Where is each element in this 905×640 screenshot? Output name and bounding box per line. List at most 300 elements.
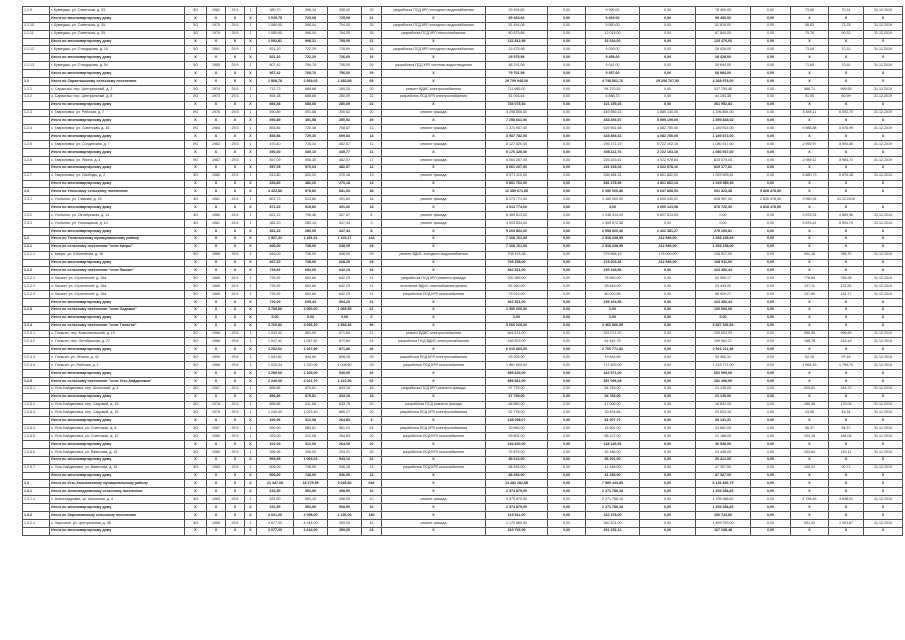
table-cell: 722,29 bbox=[294, 46, 328, 54]
table-cell: 853,86 bbox=[257, 133, 294, 141]
table-cell: X bbox=[829, 164, 864, 172]
table-cell: 0,00 bbox=[751, 369, 791, 377]
table-cell: 7 108 761,00 bbox=[486, 235, 548, 243]
table-cell bbox=[23, 164, 50, 172]
table-cell: 38 131,31 bbox=[696, 417, 751, 425]
table-cell: 16 bbox=[362, 54, 382, 62]
table-cell: X bbox=[791, 480, 829, 488]
table-cell: 549 989,22 bbox=[586, 109, 640, 117]
total-row bbox=[23, 54, 903, 62]
table-cell: 1976 bbox=[207, 109, 226, 117]
table-cell: ЭО bbox=[185, 251, 207, 259]
table-cell: 21 bbox=[362, 291, 382, 299]
table-cell: 47 307,00 bbox=[696, 464, 751, 472]
table-cell: 0,00 bbox=[548, 369, 586, 377]
table-cell: 0,00 bbox=[548, 243, 586, 251]
table-cell: 0,00 bbox=[548, 235, 586, 243]
table-cell: 1 269 158,00 bbox=[696, 243, 751, 251]
table-cell: X bbox=[829, 480, 864, 488]
table-cell: X bbox=[245, 377, 257, 385]
table-cell: 137,85 bbox=[791, 291, 829, 299]
table-cell: X bbox=[791, 306, 829, 314]
table-cell: 0,00 bbox=[640, 14, 696, 22]
table-cell: 380,70 bbox=[257, 7, 294, 15]
table-cell: 73,49 bbox=[791, 46, 829, 54]
table-cell: с. Гавриловка, ул. Рабочая, д. 7 bbox=[50, 109, 185, 117]
table-cell: Итого по многоквартирному дому bbox=[50, 149, 185, 157]
table-cell: ЭО bbox=[185, 519, 207, 527]
table-cell: X bbox=[185, 14, 207, 22]
table-cell: 17 bbox=[362, 156, 382, 164]
table-cell: 45 186,00 bbox=[586, 448, 640, 456]
table-cell: 1.2.3 bbox=[23, 109, 50, 117]
table-cell: 29.5 bbox=[226, 464, 245, 472]
table-row bbox=[23, 125, 903, 133]
table-cell: 0,00 bbox=[548, 433, 586, 441]
table-cell: с. Усть-Кайдановка, ул. Советская, д. 6 bbox=[50, 425, 185, 433]
table-cell: 0,00 bbox=[548, 149, 586, 157]
table-cell: 31.12.2019 bbox=[864, 93, 903, 101]
table-cell: с. Тюльган, пер. Комсомольский, д. 19 bbox=[50, 330, 185, 338]
table-cell: 0,00 bbox=[751, 180, 791, 188]
table-cell: 1.2.7 bbox=[23, 172, 50, 180]
table-cell: 250,52 bbox=[328, 117, 362, 125]
table-cell: 29 bbox=[362, 7, 382, 15]
table-cell: X bbox=[207, 259, 226, 267]
table-cell: X bbox=[207, 38, 226, 46]
table-cell: 0,00 bbox=[751, 85, 791, 93]
table-cell: 1 bbox=[245, 212, 257, 220]
table-cell: 13 662,00 bbox=[696, 425, 751, 433]
table-cell: 708 258,00 bbox=[486, 259, 548, 267]
table-cell: г. Кувандык, ул. Стандарова, д. 15 bbox=[50, 46, 185, 54]
table-cell: 1 bbox=[245, 425, 257, 433]
table-cell: 1 262,62 bbox=[257, 346, 294, 354]
table-cell: 0,00 bbox=[640, 519, 696, 527]
table-cell: 0,00 bbox=[640, 283, 696, 291]
table-cell: 1 246 414,09 bbox=[586, 212, 640, 220]
table-cell: 0,00 bbox=[751, 235, 791, 243]
table-cell: 0,00 bbox=[640, 496, 696, 504]
table-cell: 0,00 bbox=[640, 62, 696, 70]
table-cell: ремонт фасада bbox=[382, 196, 486, 204]
table-cell: 0,00 bbox=[640, 306, 696, 314]
table-cell: 336 484,31 bbox=[586, 172, 640, 180]
table-cell bbox=[23, 393, 50, 401]
table-cell bbox=[23, 417, 50, 425]
table-cell: Итого по многоквартирному дому bbox=[50, 70, 185, 78]
table-cell bbox=[23, 346, 50, 354]
table-cell: X bbox=[791, 38, 829, 46]
table-cell: 552,50 bbox=[294, 488, 328, 496]
table-cell: 2 916 211,48 bbox=[696, 346, 751, 354]
table-cell: 319 793,00 bbox=[486, 527, 548, 535]
table-cell: 0,00 bbox=[640, 409, 696, 417]
table-cell: 94 270,53 bbox=[586, 85, 640, 93]
table-cell: 726,00 bbox=[257, 298, 294, 306]
table-cell: с. Киеры, ул. Юбилейная, д. 16 bbox=[50, 251, 185, 259]
table-cell: с. Тюльган, ул. Рабочая, д. 1 bbox=[50, 362, 185, 370]
total-row bbox=[23, 456, 903, 464]
table-cell: 738,00 bbox=[294, 243, 328, 251]
table-cell: 0,00 bbox=[640, 30, 696, 38]
table-cell: X bbox=[864, 417, 903, 425]
table-cell: 725,92 bbox=[257, 267, 294, 275]
table-cell: 31.12.2019 bbox=[864, 85, 903, 93]
table-cell: ЭО bbox=[185, 109, 207, 117]
table-cell: 31.12.2019 bbox=[864, 425, 903, 433]
table-cell: 1.3.1 bbox=[23, 488, 50, 496]
table-cell: X bbox=[185, 164, 207, 172]
table-cell: 62 bbox=[362, 377, 382, 385]
table-cell: 1.2.4.2 bbox=[23, 338, 50, 346]
table-row bbox=[23, 46, 903, 54]
table-cell: X bbox=[864, 164, 903, 172]
table-cell: 0,00 bbox=[640, 512, 696, 520]
table-cell: X bbox=[226, 504, 245, 512]
table-cell: 1 141,90 bbox=[328, 377, 362, 385]
table-cell: 0,00 bbox=[751, 220, 791, 228]
table-cell: 90,31 bbox=[829, 30, 864, 38]
table-cell: 0,00 bbox=[548, 14, 586, 22]
table-cell: 896,86 bbox=[257, 385, 294, 393]
table-cell: X bbox=[382, 298, 486, 306]
table-cell: 0,00 bbox=[548, 393, 586, 401]
table-cell: 97 739,00 bbox=[486, 385, 548, 393]
table-cell: 712,73 bbox=[257, 85, 294, 93]
table-cell: X bbox=[245, 440, 257, 448]
table-cell: ремонт фасада bbox=[382, 220, 486, 228]
table-cell: 105,22 bbox=[791, 464, 829, 472]
table-cell: 662 955,00 bbox=[696, 369, 751, 377]
table-cell: X bbox=[207, 227, 226, 235]
table-cell: X bbox=[226, 164, 245, 172]
table-cell: 506,09 bbox=[257, 464, 294, 472]
table-cell: 4 268 978,00 bbox=[696, 78, 751, 86]
table-cell: 71,80 bbox=[791, 62, 829, 70]
table-cell: 708 478,38 bbox=[486, 251, 548, 259]
table-cell: 738,00 bbox=[294, 259, 328, 267]
table-cell: X bbox=[245, 227, 257, 235]
table-cell: 2 483,89 bbox=[328, 78, 362, 86]
table-cell: 1.1.13 bbox=[23, 62, 50, 70]
table-cell bbox=[23, 101, 50, 109]
table-cell: 42 bbox=[362, 369, 382, 377]
table-cell: 1 092,81 bbox=[257, 38, 294, 46]
table-cell: 498,50 bbox=[328, 488, 362, 496]
table-cell: 5 876,41 bbox=[791, 220, 829, 228]
table-cell: X bbox=[185, 70, 207, 78]
table-cell: 362 521,00 bbox=[486, 267, 548, 275]
table-cell: ЭО bbox=[185, 433, 207, 441]
table-cell: 0,00 bbox=[751, 141, 791, 149]
table-cell: 4 785,45 bbox=[791, 496, 829, 504]
table-cell: 411,08 bbox=[294, 401, 328, 409]
table-cell: с. Заречное, ул. Центральная, д. 48 bbox=[50, 519, 185, 527]
table-cell: 356,14 bbox=[294, 7, 328, 15]
table-cell: 0,00 bbox=[548, 464, 586, 472]
table-cell: 21 bbox=[362, 14, 382, 22]
table-cell: X bbox=[226, 78, 245, 86]
table-cell: X bbox=[829, 298, 864, 306]
table-cell: X bbox=[245, 346, 257, 354]
section-total-row bbox=[23, 322, 903, 330]
table-cell: 10 bbox=[362, 504, 382, 512]
table-cell: X bbox=[382, 512, 486, 520]
table-cell: X bbox=[245, 393, 257, 401]
table-cell: 30 874,84 bbox=[586, 409, 640, 417]
table-cell: 323,00 bbox=[257, 433, 294, 441]
table-cell: 0,00 bbox=[548, 30, 586, 38]
table-cell bbox=[23, 298, 50, 306]
table-cell: X bbox=[207, 480, 226, 488]
table-cell: 28 428,00 bbox=[696, 46, 751, 54]
table-cell: разработка ПСД КРЛ электроснабжения bbox=[382, 425, 486, 433]
table-cell: 280,19 bbox=[294, 220, 328, 228]
table-cell: 131,77 bbox=[829, 291, 864, 299]
table-cell: 546,00 bbox=[328, 472, 362, 480]
table-cell: 339,10 bbox=[294, 149, 328, 157]
table-cell: 1 067,80 bbox=[294, 346, 328, 354]
table-cell: 4 082 780,00 bbox=[640, 125, 696, 133]
table-cell: 280,09 bbox=[328, 101, 362, 109]
table-cell: Итого по многоквартирному дому bbox=[50, 204, 185, 212]
table-cell: 0,00 bbox=[548, 78, 586, 86]
table-cell: ЭО bbox=[185, 338, 207, 346]
table-cell: 0,00 bbox=[328, 314, 362, 322]
table-cell: 1.2.6 bbox=[23, 156, 50, 164]
table-cell: 1 bbox=[245, 109, 257, 117]
table-cell: 20 bbox=[362, 440, 382, 448]
table-cell: X bbox=[226, 101, 245, 109]
table-cell: 756,00 bbox=[328, 62, 362, 70]
table-cell: 1961 bbox=[207, 46, 226, 54]
table-cell: 29.5 bbox=[226, 156, 245, 164]
table-cell: 3 066,20 bbox=[294, 322, 328, 330]
table-cell: 2 422 381,27 bbox=[640, 227, 696, 235]
table-cell: 0,00 bbox=[751, 251, 791, 259]
table-cell: 506,00 bbox=[257, 472, 294, 480]
table-cell: 570,03 bbox=[294, 164, 328, 172]
table-cell: 1.1.10 bbox=[23, 22, 50, 30]
table-cell: X bbox=[864, 188, 903, 196]
table-cell: 41 186,00 bbox=[586, 472, 640, 480]
table-cell: 1.3.2.1 bbox=[23, 519, 50, 527]
table-cell: 1.2.5.2 bbox=[23, 401, 50, 409]
table-cell: X bbox=[864, 472, 903, 480]
table-cell: Итого по Александровскому сельскому поселению bbox=[50, 488, 185, 496]
table-cell: X bbox=[864, 204, 903, 212]
table-cell: ЭО bbox=[185, 275, 207, 283]
table-cell: X bbox=[829, 117, 864, 125]
table-cell: 725,92 bbox=[257, 291, 294, 299]
table-cell: 163 352,44 bbox=[696, 298, 751, 306]
table-cell: 154 620,00 bbox=[486, 440, 548, 448]
table-cell: 561,01 bbox=[328, 425, 362, 433]
table-cell: 270,18 bbox=[328, 180, 362, 188]
table-cell: 132 812,98 bbox=[486, 38, 548, 46]
table-cell: 14 bbox=[362, 133, 382, 141]
table-cell: 28 bbox=[362, 362, 382, 370]
table-cell: 1 459 072,36 bbox=[586, 220, 640, 228]
table-cell: 688,86 bbox=[294, 85, 328, 93]
table-cell: 1.1.11 bbox=[23, 30, 50, 38]
table-cell: Итого по многоквартирному дому bbox=[50, 101, 185, 109]
table-cell: 1 023,40 bbox=[294, 409, 328, 417]
total-row bbox=[23, 527, 903, 535]
table-cell: 0,00 bbox=[548, 283, 586, 291]
table-cell: 1962 bbox=[207, 7, 226, 15]
table-cell: 23 433,00 bbox=[696, 283, 751, 291]
table-cell: 0,00 bbox=[548, 54, 586, 62]
table-cell: 0,00 bbox=[257, 314, 294, 322]
table-cell: 1.2.3 bbox=[23, 306, 50, 314]
table-cell: 1 250,00 bbox=[257, 369, 294, 377]
table-cell: 8 bbox=[362, 227, 382, 235]
table-cell: 181 498,90 bbox=[696, 377, 751, 385]
total-row bbox=[23, 393, 903, 401]
table-cell: X bbox=[226, 267, 245, 275]
table-cell: 0,00 bbox=[640, 433, 696, 441]
table-cell: 22 bbox=[362, 101, 382, 109]
total-row bbox=[23, 235, 903, 243]
table-cell: 557,09 bbox=[257, 164, 294, 172]
table-cell bbox=[23, 204, 50, 212]
table-cell: 0,00 bbox=[548, 346, 586, 354]
table-cell: 0,00 bbox=[751, 101, 791, 109]
table-cell: 4 244,00 bbox=[294, 519, 328, 527]
table-cell: X bbox=[791, 117, 829, 125]
table-cell: с. Угольное, ул. Угольщиков, д. 10 bbox=[50, 220, 185, 228]
table-cell: 4 000 040,51 bbox=[640, 196, 696, 204]
table-cell: X bbox=[245, 149, 257, 157]
table-cell: 1 bbox=[245, 141, 257, 149]
table-cell: 642,23 bbox=[328, 291, 362, 299]
table-cell: ЭО bbox=[185, 362, 207, 370]
table-cell: 756,00 bbox=[328, 70, 362, 78]
table-cell: X bbox=[245, 512, 257, 520]
spreadsheet-sheet bbox=[22, 6, 892, 634]
total-row bbox=[23, 480, 903, 488]
table-cell: 1986 bbox=[207, 251, 226, 259]
table-cell: X bbox=[791, 164, 829, 172]
table-cell: 433 493,57 bbox=[586, 117, 640, 125]
table-cell: X bbox=[226, 527, 245, 535]
table-cell: X bbox=[791, 235, 829, 243]
table-cell: X bbox=[245, 456, 257, 464]
table-cell: 738,00 bbox=[294, 251, 328, 259]
table-cell: 48 151,08 bbox=[486, 62, 548, 70]
table-cell bbox=[23, 314, 50, 322]
table-cell: X bbox=[382, 472, 486, 480]
table-cell: 29 bbox=[362, 259, 382, 267]
table-cell: 29.5 bbox=[226, 496, 245, 504]
table-cell: 41 186,00 bbox=[586, 464, 640, 472]
table-cell: 0,00 bbox=[751, 259, 791, 267]
table-cell: 671,84 bbox=[328, 338, 362, 346]
table-cell: 726,69 bbox=[328, 54, 362, 62]
table-cell: 1 080 937,60 bbox=[696, 149, 751, 157]
table-cell: 166 823,00 bbox=[486, 338, 548, 346]
table-cell: 92,16 bbox=[791, 354, 829, 362]
table-cell: Итого по сельскому поселению "село Тюльган" bbox=[50, 322, 185, 330]
table-cell: 250,52 bbox=[328, 109, 362, 117]
table-cell: X bbox=[207, 235, 226, 243]
table-cell: 1 371 957,00 bbox=[486, 125, 548, 133]
table-cell: ремонт ВДИС холодного водоснабжения bbox=[382, 251, 486, 259]
table-cell: X bbox=[791, 204, 829, 212]
table-cell: X bbox=[185, 480, 207, 488]
table-cell: X bbox=[185, 204, 207, 212]
table-cell: 13 bbox=[362, 464, 382, 472]
table-cell: X bbox=[207, 504, 226, 512]
table-cell: 783 078,54 bbox=[486, 101, 548, 109]
table-cell: X bbox=[185, 440, 207, 448]
table-cell: 8 127 820,00 bbox=[486, 141, 548, 149]
table-cell: 41 bbox=[362, 306, 382, 314]
table-cell: X bbox=[207, 243, 226, 251]
table-cell: 0,00 bbox=[751, 496, 791, 504]
table-cell: 97 739,00 bbox=[486, 393, 548, 401]
table-cell: X bbox=[382, 527, 486, 535]
table-cell: 1.2.2 bbox=[23, 93, 50, 101]
table-cell: X bbox=[245, 180, 257, 188]
table-cell: Итого по многоквартирному дому bbox=[50, 472, 185, 480]
table-cell: 1985 bbox=[207, 62, 226, 70]
table-row bbox=[23, 156, 903, 164]
table-cell: 46 bbox=[362, 346, 382, 354]
table-cell: X bbox=[864, 346, 903, 354]
table-cell: 29.5 bbox=[226, 330, 245, 338]
table-cell bbox=[23, 180, 50, 188]
table-cell: с. Угольное, ул. Октябрьская, д. 14 bbox=[50, 212, 185, 220]
table-cell: 0,00 bbox=[751, 456, 791, 464]
table-cell: X bbox=[791, 259, 829, 267]
table-cell: 162 378,00 bbox=[586, 512, 640, 520]
table-cell: 13 482 282,88 bbox=[486, 480, 548, 488]
total-row bbox=[23, 70, 903, 78]
table-cell: 16 bbox=[362, 196, 382, 204]
table-cell: 1984 bbox=[207, 125, 226, 133]
table-cell: 1 bbox=[245, 220, 257, 228]
table-cell: 0,00 bbox=[751, 78, 791, 86]
table-cell: ЭО bbox=[185, 85, 207, 93]
table-cell: Итого по Заречновскому сельскому поселению bbox=[50, 512, 185, 520]
table-cell: 97,16 bbox=[829, 354, 864, 362]
table-cell: 29.5 bbox=[226, 425, 245, 433]
table-cell: 557,09 bbox=[257, 156, 294, 164]
table-cell: X bbox=[829, 70, 864, 78]
table-cell: 0,00 bbox=[548, 70, 586, 78]
table-cell: X bbox=[245, 314, 257, 322]
table-cell: 0,00 bbox=[640, 425, 696, 433]
table-cell: 387 096,08 bbox=[586, 377, 640, 385]
table-cell: разработка ПСД ВДИС электроснабжения bbox=[382, 338, 486, 346]
table-cell: X bbox=[382, 78, 486, 86]
table-cell: 1 bbox=[245, 338, 257, 346]
table-cell: 199 168,56 bbox=[586, 267, 640, 275]
table-cell: 1 864,53 bbox=[791, 362, 829, 370]
table-cell: 12 015,00 bbox=[586, 30, 640, 38]
table-cell: 89 463,60 bbox=[486, 14, 548, 22]
table-cell: 633,80 bbox=[257, 180, 294, 188]
table-cell: X bbox=[864, 480, 903, 488]
table-cell: 346,72 bbox=[829, 385, 864, 393]
table-cell: 4 801 862,00 bbox=[640, 172, 696, 180]
table-cell: 300,61 bbox=[791, 385, 829, 393]
table-cell: 708,87 bbox=[328, 125, 362, 133]
table-cell: 0,00 bbox=[751, 425, 791, 433]
